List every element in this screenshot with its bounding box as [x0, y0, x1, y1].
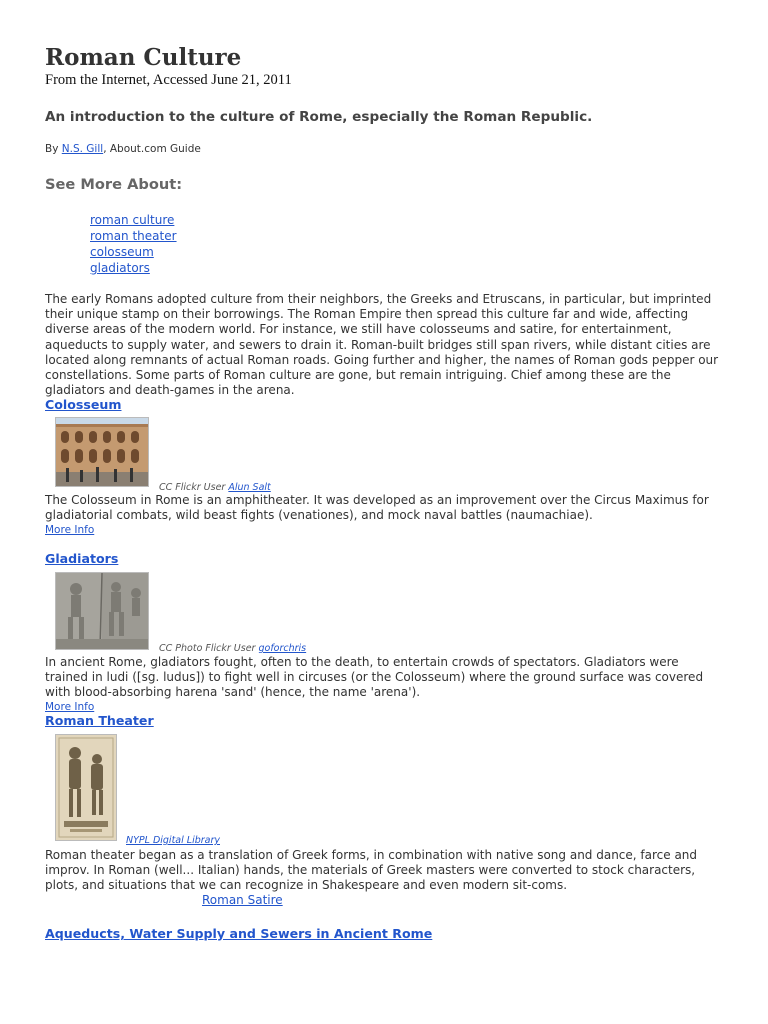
gladiators-relief-photo[interactable] [55, 572, 149, 650]
gladiators-text: In ancient Rome, gladiators fought, often to the death, to entertain crowds of spectators. Gladiators were trained in ludi ([sg. ludus]) to fight well in circuses (or the Colosseum) where the ground surface was covered with blood-absorbing harena 'sand' (hence, the name 'arena'). [45, 655, 704, 700]
byline-prefix: By [45, 143, 62, 155]
gladiators-credit-prefix: CC Photo Flickr User [159, 643, 259, 654]
theater-credit-link[interactable]: NYPL Digital Library [126, 835, 220, 846]
aqueducts-heading-link[interactable]: Aqueducts, Water Supply and Sewers in Ancient Rome [45, 926, 433, 941]
theater-engraving-image[interactable] [55, 734, 117, 841]
colosseum-credit-link[interactable]: Alun Salt [228, 482, 271, 493]
colosseum-text: The Colosseum in Rome is an amphitheater. It was developed as an improvement over the Circus Maximus for gladiatorial combats, wild beast fights (venationes), and mock naval battles (naumachiae). [45, 493, 709, 523]
see-more-list [90, 212, 177, 276]
theater-heading-link[interactable]: Roman Theater [45, 713, 154, 728]
topic-link-gladiators[interactable]: gladiators [90, 261, 150, 275]
author-link[interactable]: N.S. Gill [61, 143, 104, 155]
colosseum-credit-prefix: CC Flickr User [159, 482, 229, 493]
gladiators-more-info-link[interactable]: More Info [45, 701, 95, 713]
list-item [90, 260, 177, 276]
source-line: From the Internet, Accessed June 21, 2011 [45, 72, 292, 88]
topic-link-roman-culture[interactable]: roman culture [90, 213, 175, 227]
colosseum-photo[interactable] [55, 417, 149, 487]
topic-link-colosseum[interactable]: colosseum [90, 245, 154, 259]
gladiators-heading-link[interactable]: Gladiators [45, 551, 119, 566]
topic-link-roman-theater[interactable]: roman theater [90, 229, 177, 243]
list-item [90, 244, 177, 260]
gladiators-credit [159, 643, 306, 654]
intro-paragraph: The early Romans adopted culture from their neighbors, the Greeks and Etruscans, in particular, but imprinted their unique stamp on their borrowings. The Roman Empire then spread this culture far and wide, affecting diverse areas of the modern world. For instance, we still have colosseums and satire, for entertainment, aqueducts to supply water, and sewers to drain it. Roman-built bridges still span rivers, while distant cities are located along remnants of actual Roman roads. Going further and higher, the names of Roman gods pepper our constellations. Some parts of Roman culture are gone, but remain intriguing. Chief among these are the gladiators and death-games in the arena. [45, 292, 719, 398]
theater-text: Roman theater began as a translation of Greek forms, in combination with native song and dance, farce and improv. In Roman (well... Italian) hands, the materials of Greek masters were converted to stock characters, plots, and situations that we can recognize in Shakespeare and even modern sit-coms. [45, 848, 698, 893]
colosseum-more-info-link[interactable]: More Info [45, 524, 95, 536]
list-item [90, 212, 177, 228]
theater-credit [126, 835, 220, 846]
colosseum-credit [159, 482, 271, 493]
gladiators-credit-link[interactable]: goforchris [258, 643, 307, 654]
page-title: Roman Culture [45, 44, 242, 71]
colosseum-heading-link[interactable]: Colosseum [45, 397, 122, 412]
list-item [90, 228, 177, 244]
intro-heading: An introduction to the culture of Rome, especially the Roman Republic. [45, 109, 593, 125]
roman-satire-link[interactable]: Roman Satire [202, 893, 283, 907]
byline-suffix: , About.com Guide [103, 143, 201, 155]
byline [45, 143, 201, 155]
see-more-heading: See More About: [45, 176, 183, 193]
